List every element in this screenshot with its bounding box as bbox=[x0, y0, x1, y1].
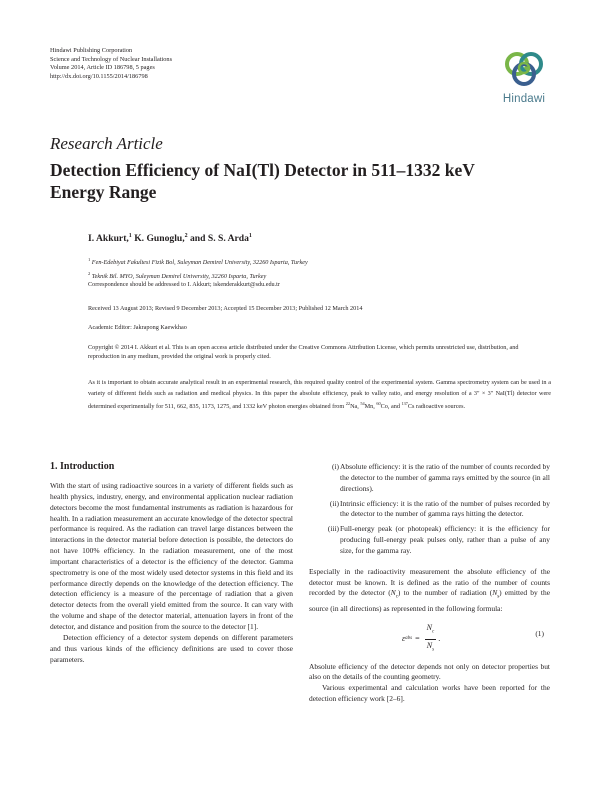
list-item: (iii) Full-energy peak (or photopeak) efficiency: it is the efficiency for producing full-energy peak pulses only, rather than a pulse of any size, for the gamma ray. bbox=[327, 524, 550, 555]
author-name: I. Akkurt, bbox=[88, 233, 129, 245]
logo-text: Hindawi bbox=[502, 93, 546, 105]
affiliation: $^2$ Teknik Bil. MYO, Suleyman Demirel University, 32260 Isparta, Turkey bbox=[88, 271, 267, 281]
author-list bbox=[88, 233, 252, 244]
affiliations bbox=[88, 254, 308, 282]
paragraph: Detection efficiency of a detector system depends on different parameters and thus various kinds of the efficiency definitions are used to cover those parameters. bbox=[50, 632, 293, 664]
author-name: K. Gunoglu, bbox=[134, 233, 185, 245]
right-column bbox=[309, 462, 550, 705]
hindawi-logo-icon bbox=[497, 48, 551, 90]
left-column bbox=[50, 481, 293, 665]
paragraph: Absolute efficiency of the detector depends not only on detector properties but also on the details of the counting geometry. bbox=[309, 661, 550, 682]
author-affil-mark: 2 bbox=[184, 233, 188, 239]
list-item: (i) Absolute efficiency: it is the ratio of the number of counts recorded by the detector to the number of gamma rays emitted by the source (in all directions). bbox=[331, 462, 550, 493]
article-dates: Received 13 August 2013; Revised 9 December 2013; Accepted 15 December 2013; Published 12 March 2014 bbox=[88, 305, 363, 312]
hindawi-logo bbox=[497, 48, 551, 105]
affiliation: $^1$ Fen-Edebiyat Fakultesi Fizik Bol, Suleyman Demirel University, 32260 Isparta, Turkey bbox=[88, 257, 308, 267]
article-type: Research Article bbox=[50, 134, 163, 153]
paragraph: Especially in the radioactivity measurement the absolute efficiency of the detector must be known. It is defined as the ratio of the number of counts recorded by the detector $(N_c)$ to the number of radiation $(N_s)$ emitted by the source (in all directions) as represented in the following formula: bbox=[309, 566, 551, 613]
equation-number: (1) bbox=[535, 628, 544, 638]
list-item: (ii) Intrinsic efficiency: it is the ratio of the number of pulses recorded by the detector to the number of gamma rays hitting the detector. bbox=[329, 498, 550, 519]
author-affil-mark: 1 bbox=[248, 233, 252, 239]
publisher: Hindawi Publishing Corporation bbox=[50, 47, 133, 54]
equation-1: ε abs = $\frac{N_c}{N_s}$ . (1) bbox=[402, 622, 544, 653]
article-title: Detection Efficiency of NaI(Tl) Detector in 511–1332 keV Energy Range bbox=[50, 160, 475, 202]
copyright-notice: Copyright © 2014 I. Akkurt et al. This is an open access article distributed under the Creative Commons Attribution License, which permits unrestricted use, distribution, and reproduction in any medium, provided the original work is properly cited. bbox=[88, 344, 519, 360]
author-affil-mark: 1 bbox=[128, 233, 132, 239]
author-name: and S. S. Arda bbox=[190, 233, 249, 245]
doi-link[interactable]: http://dx.doi.org/10.1155/2014/186798 bbox=[50, 72, 148, 80]
journal-header bbox=[50, 47, 172, 81]
journal-name: Science and Technology of Nuclear Installations bbox=[50, 55, 173, 63]
section-heading: 1. Introduction bbox=[50, 461, 115, 472]
correspondence: Correspondence should be addressed to I. Akkurt; iskenderakkurt@sdu.edu.tr bbox=[88, 281, 280, 288]
paragraph: With the start of using radioactive sources in a variety of different fields such as health physics, industry, energy, and environmental application nuclear radiation detectors become the most fundamental instruments as radiation is hazardous for health. In a radiation measurement an accurate knowledge of the detector spectral performance is required. As the radiation can travel large distances between the interactions in the detector material before detection is possible, the detectors do not have 100% efficiency. In the radiation measurement, one of the most important characteristics of a detector is the efficiency of the detector. Gamma spectrometry is one of the most widely used detector systems in this field and its performance directly depends on the knowledge of the detection efficiency. The detection efficiency is a measure of the percentage of radiation that a given detector detects from the overall yield emitted from the source. It can vary with the volume and shape of the detector material, attenuation layers in front of the detector, and distance and position from the source to the detector [1]. bbox=[50, 481, 293, 631]
academic-editor: Academic Editor: Jakrapong Kaewkhao bbox=[88, 324, 187, 331]
abstract: As it is important to obtain accurate analytical result in an experimental research, this required quality control of the experimental system. Gamma spectrometry system can be used in a variety of different fields such as radiation and medical physics. In this paper the absolute efficiency, peak to valley ratio, and energy resolution of a 3″ × 3″ NaI(Tl) detector were determined experimentally for 511, 662, 835, 1173, 1275, and 1332 keV photon energies obtained from $^{22}$Na, $^{54}$Mn, $^{60}$Co, and $^{137}$Cs radioactive sources. bbox=[88, 379, 551, 411]
paragraph: Various experimental and calculation works have been reported for the detection efficiency work [2–6]. bbox=[309, 683, 550, 704]
volume-info: Volume 2014, Article ID 186798, 5 pages bbox=[50, 64, 155, 72]
